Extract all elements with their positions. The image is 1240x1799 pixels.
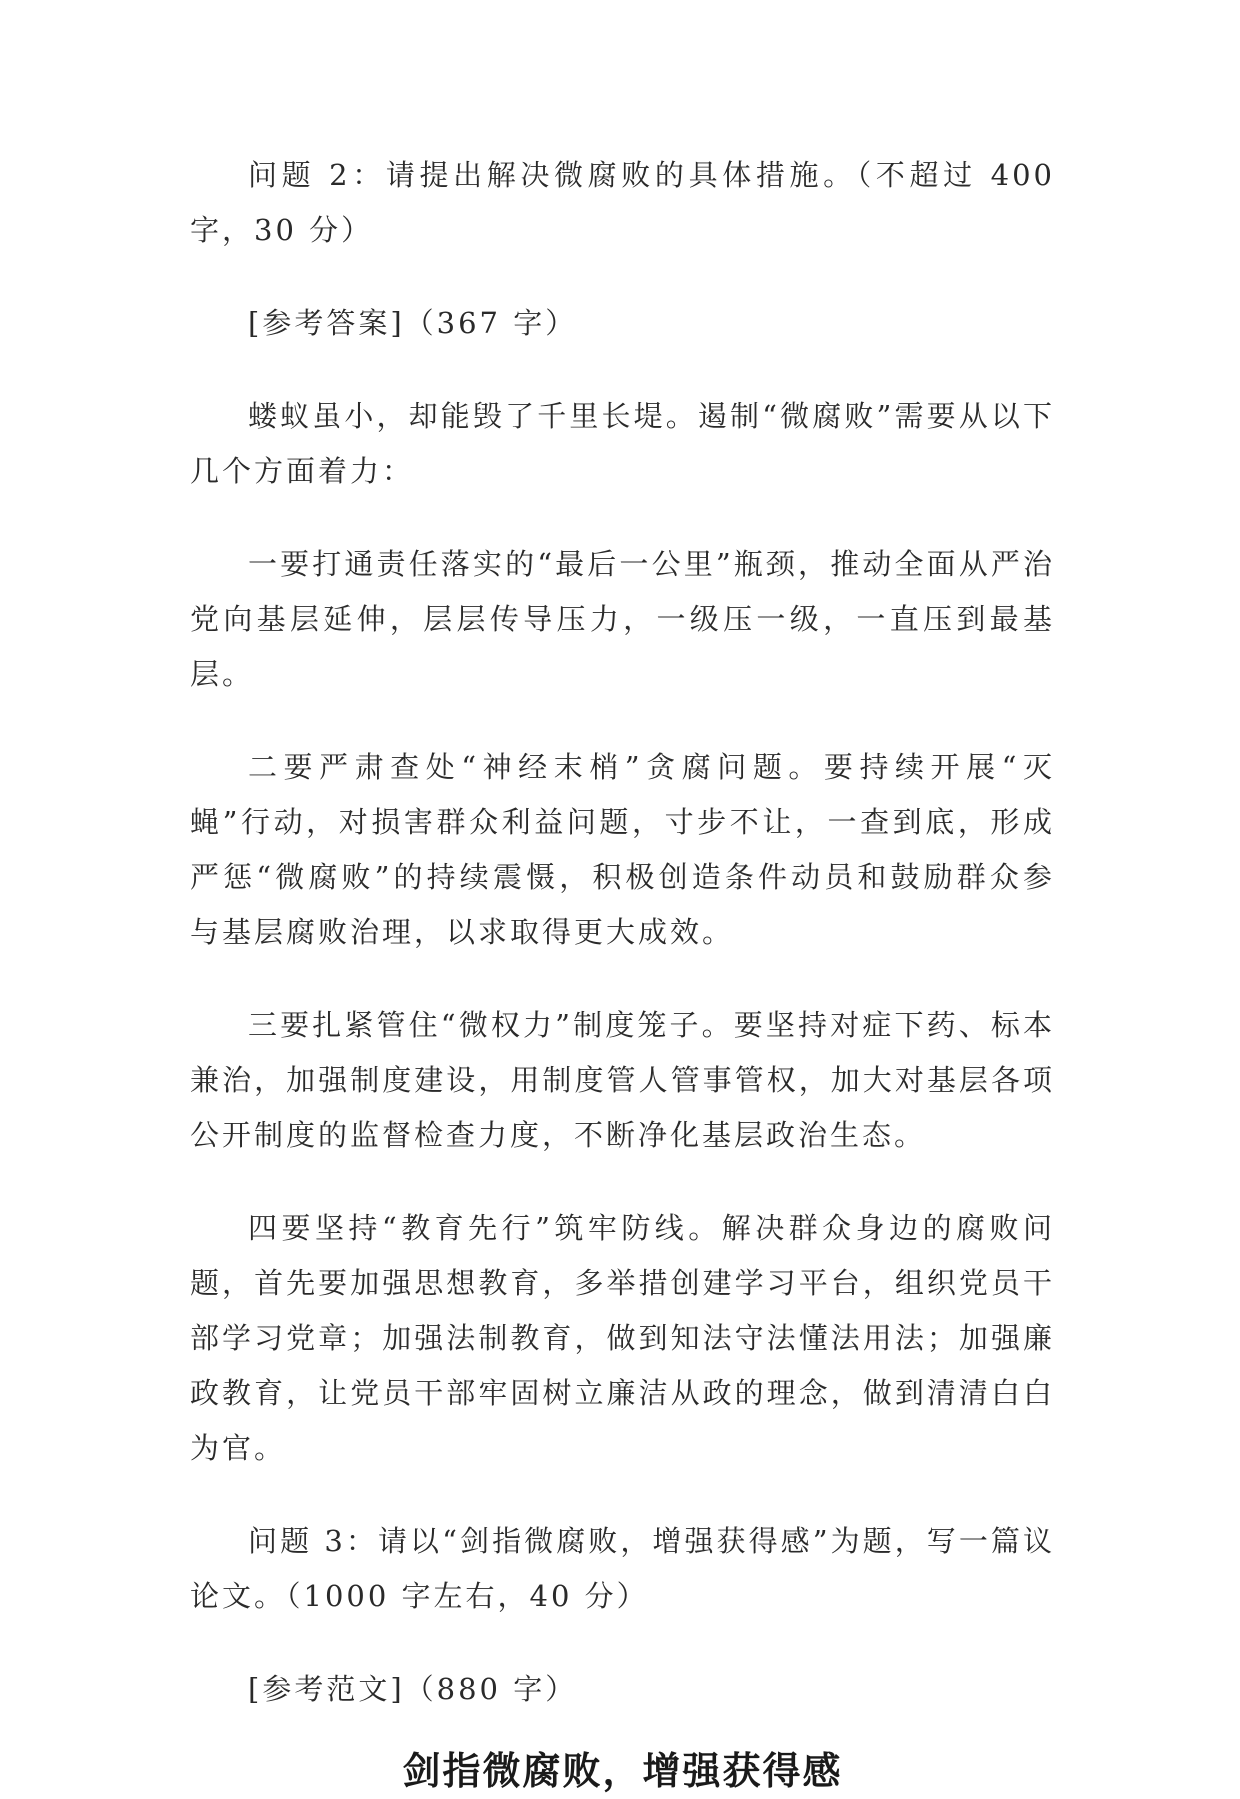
answer-point-2: 二要严肃查处“神经末梢”贪腐问题。要持续开展“灭蝇”行动，对损害群众利益问题，寸步不让，一查到底，形成严惩“微腐败”的持续震慑，积极创造条件动员和鼓励群众参与基层腐败治理，以求取得更大成效。: [190, 750, 1055, 949]
answer-point-3: 三要扎紧管住“微权力”制度笼子。要坚持对症下药、标本兼治，加强制度建设，用制度管人管事管权，加大对基层各项公开制度的监督检查力度，不断净化基层政治生态。: [190, 1008, 1055, 1152]
question-3-prompt: 问题 3：请以“剑指微腐败，增强获得感”为题，写一篇议论文。（1000 字左右，40 分）: [190, 1524, 1055, 1613]
document-page: [190, 148, 1055, 1799]
essay-title: 剑指微腐败，增强获得感: [402, 1749, 843, 1793]
answer-point-4: 四要坚持“教育先行”筑牢防线。解决群众身边的腐败问题，首先要加强思想教育，多举措创建学习平台，组织党员干部学习党章；加强法制教育，做到知法守法懂法用法；加强廉政教育，让党员干部牢固树立廉洁从政的理念，做到清清白白为官。: [190, 1211, 1055, 1465]
question-2-prompt: 问题 2：请提出解决微腐败的具体措施。（不超过 400 字，30 分）: [190, 158, 1055, 247]
answer-point-1: 一要打通责任落实的“最后一公里”瓶颈，推动全面从严治党向基层延伸，层层传导压力，一级压一级，一直压到最基层。: [190, 547, 1055, 691]
answer-intro-paragraph: 蝼蚁虽小，却能毁了千里长堤。遏制“微腐败”需要从以下几个方面着力：: [190, 399, 1055, 488]
reference-answer-label: [参考答案]（367 字）: [248, 306, 578, 340]
reference-essay-label: [参考范文]（880 字）: [248, 1672, 578, 1706]
